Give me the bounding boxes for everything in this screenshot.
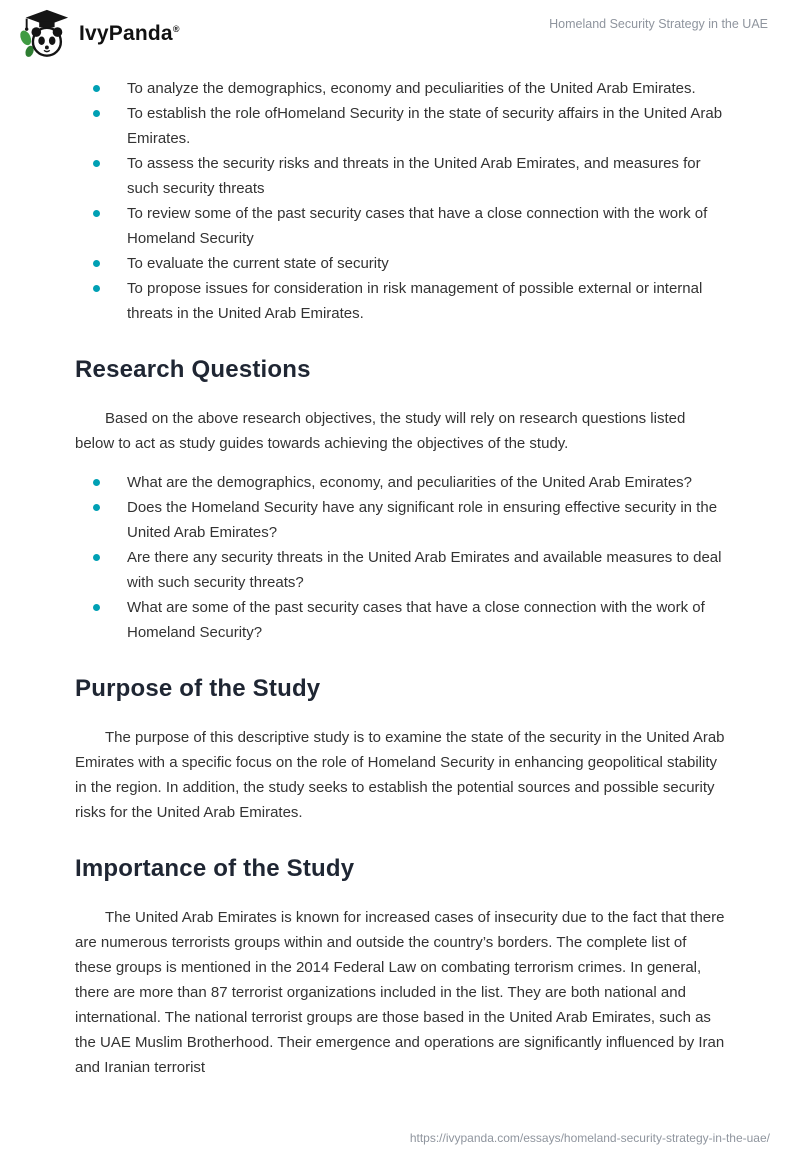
list-item-text: To evaluate the current state of security [127, 255, 389, 272]
bullet-icon [93, 210, 100, 217]
importance-paragraph: The United Arab Emirates is known for increased cases of insecurity due to the fact that there are numerous terrorists groups within and outside the country’s borders. The complete list of these groups is mentioned in the 2014 Federal Law on combating terrorism crimes. In general, there are more than 87 terrorist organizations included in the list. They are both national and international. The national terrorist groups are those based in the United Arab Emirates, such as the UAE Muslim Brotherhood. Their emergence and operations are significantly influenced by Iran and Iranian terrorist [75, 909, 725, 1076]
list-item-text: To propose issues for consideration in risk management of possible external or internal threats in the United Arab Emirates. [127, 280, 703, 322]
bullet-icon [93, 160, 100, 167]
document-body [0, 66, 800, 1080]
list-item-text: To assess the security risks and threats in the United Arab Emirates, and measures for such security threats [127, 155, 701, 197]
list-item-text: To review some of the past security cases that have a close connection with the work of Homeland Security [127, 205, 708, 247]
list-item [75, 76, 727, 101]
list-item-text: What are the demographics, economy, and peculiarities of the United Arab Emirates? [127, 474, 693, 491]
document-title: Homeland Security Strategy in the UAE [549, 17, 768, 31]
ivypanda-logo-icon [18, 8, 70, 60]
purpose-heading: Purpose of the Study [75, 675, 321, 702]
list-item [75, 201, 727, 251]
questions-list [75, 470, 727, 645]
purpose-paragraph: The purpose of this descriptive study is to examine the state of the security in the United Arab Emirates with a specific focus on the role of Homeland Security in enhancing geopolitical stability in the region. In addition, the study seeks to establish the potential sources and possible security risks for the United Arab Emirates. [75, 729, 725, 821]
objectives-list [75, 76, 727, 326]
list-item [75, 251, 727, 276]
research-questions-intro: Based on the above research objectives, the study will rely on research questions listed below to act as study guides towards achieving the objectives of the study. [75, 410, 686, 452]
bullet-icon [93, 285, 100, 292]
list-item [75, 276, 727, 326]
importance-heading: Importance of the Study [75, 855, 355, 882]
bullet-icon [93, 504, 100, 511]
research-questions-heading: Research Questions [75, 356, 311, 383]
list-item-text: To establish the role ofHomeland Security in the state of security affairs in the United Arab Emirates. [127, 105, 723, 147]
list-item-text: Does the Homeland Security have any significant role in ensuring effective security in the United Arab Emirates? [127, 499, 718, 541]
list-item-text: What are some of the past security cases that have a close connection with the work of Homeland Security? [127, 599, 705, 641]
bullet-icon [93, 85, 100, 92]
bullet-icon [93, 260, 100, 267]
list-item [75, 470, 727, 495]
page-footer [0, 1129, 800, 1160]
list-item [75, 101, 727, 151]
list-item [75, 595, 727, 645]
brand-name: IvyPanda® [79, 22, 180, 45]
bullet-icon [93, 554, 100, 561]
bullet-icon [93, 110, 100, 117]
list-item [75, 151, 727, 201]
list-item [75, 495, 727, 545]
bullet-icon [93, 479, 100, 486]
bullet-icon [93, 604, 100, 611]
registered-mark: ® [172, 24, 180, 34]
source-url-link[interactable]: https://ivypanda.com/essays/homeland-security-strategy-in-the-uae/ [409, 1131, 770, 1145]
list-item [75, 545, 727, 595]
list-item-text: Are there any security threats in the United Arab Emirates and available measures to deal with such security threats? [127, 549, 722, 591]
list-item-text: To analyze the demographics, economy and peculiarities of the United Arab Emirates. [127, 80, 696, 97]
page-header [0, 0, 800, 66]
brand [18, 8, 180, 60]
